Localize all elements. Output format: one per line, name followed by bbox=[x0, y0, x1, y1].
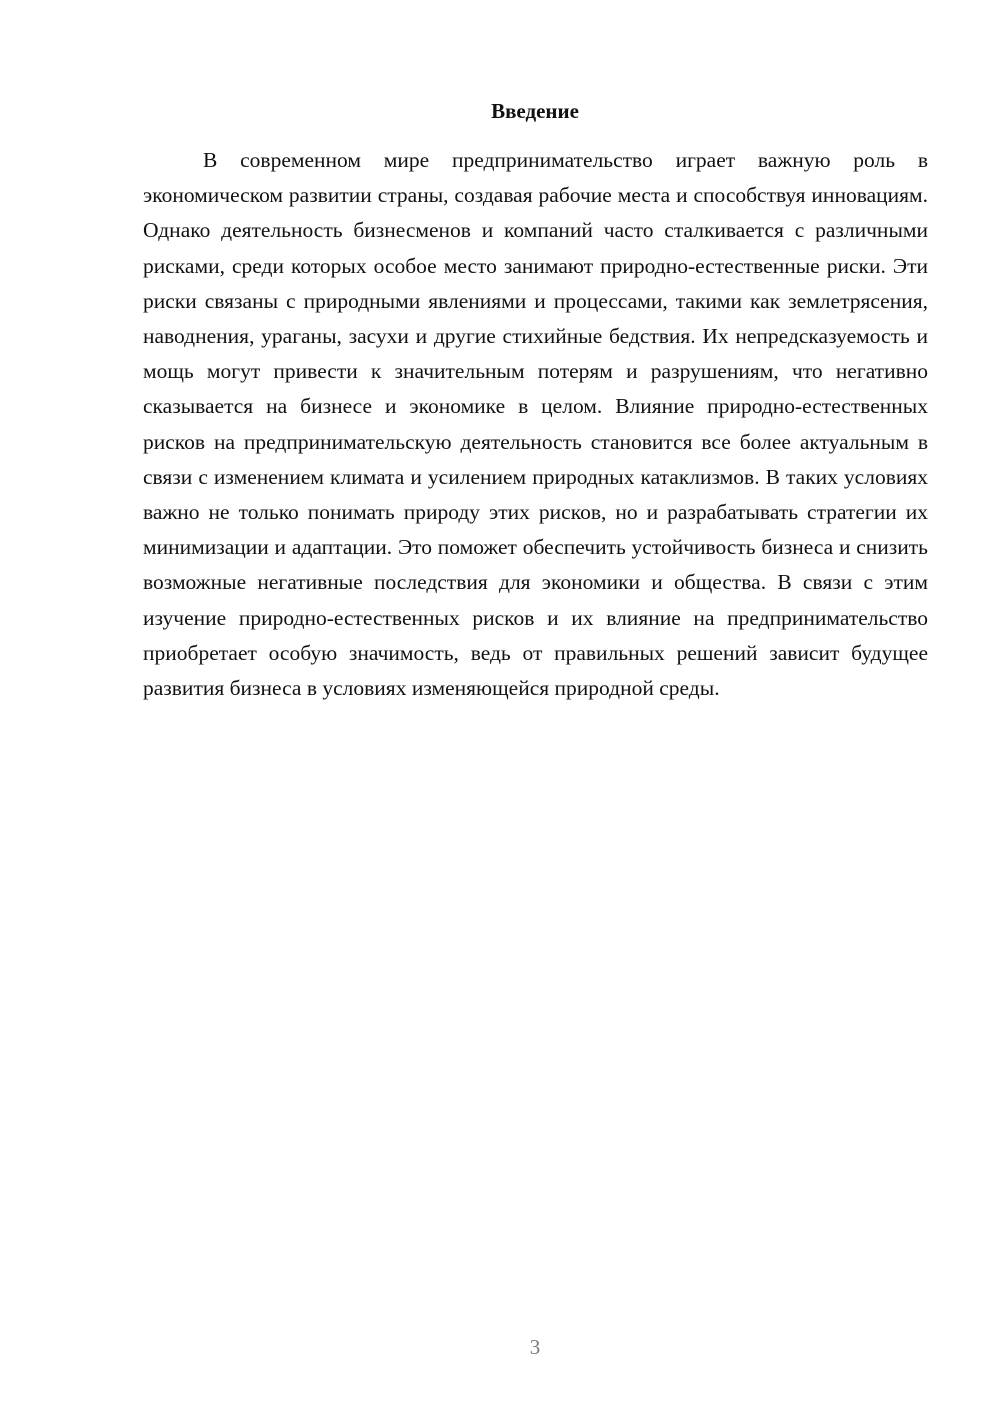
introduction-paragraph: В современном мире предпринимательство играет важную роль в экономическом развитии страны, создавая рабочие места и способствуя инновациям. Однако деятельность бизнесменов и компаний часто сталкивается с различными рисками, среди которых особое место занимают природно-естественные риски. Эти риски связаны с природными явлениями и процессами, такими как землетрясения, наводнения, ураганы, засухи и другие стихийные бедствия. Их непредсказуемость и мощь могут привести к значительным потерям и разрушениям, что негативно сказывается на бизнесе и экономике в целом. Влияние природно-естественных рисков на предпринимательскую деятельность становится все более актуальным в связи с изменением климата и усилением природных катаклизмов. В таких условиях важно не только понимать природу этих рисков, но и разрабатывать стратегии их минимизации и адаптации. Это поможет обеспечить устойчивость бизнеса и снизить возможные негативные последствия для экономики и общества. В связи с этим изучение природно-естественных рисков и их влияние на предпринимательство приобретает особую значимость, ведь от правильных решений зависит будущее развития бизнеса в условиях изменяющейся природной среды. bbox=[143, 148, 928, 701]
section-heading: Введение bbox=[491, 99, 579, 123]
page-number: 3 bbox=[529, 1335, 541, 1359]
